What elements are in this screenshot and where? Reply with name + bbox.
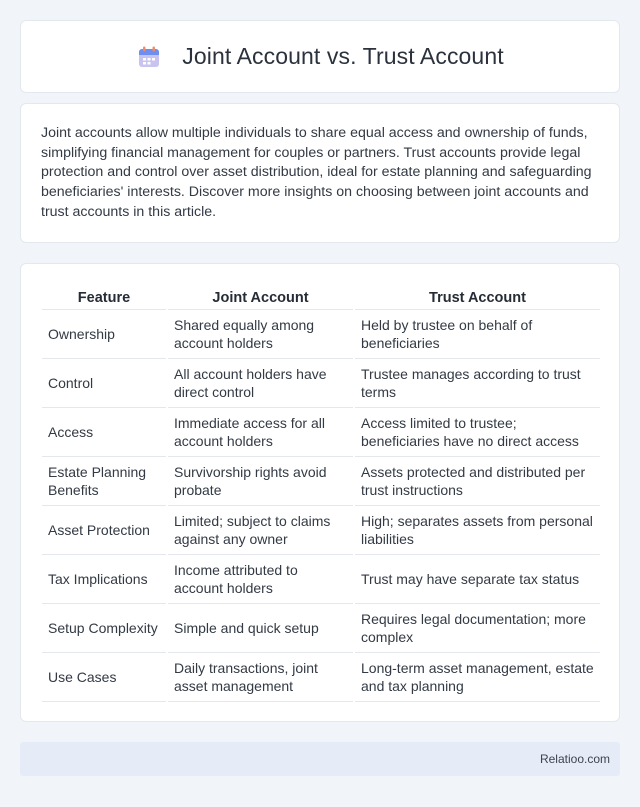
row-trust: Requires legal documentation; more complex xyxy=(354,603,600,652)
table-row xyxy=(42,309,600,358)
page-title: Joint Account vs. Trust Account xyxy=(182,43,504,69)
row-trust: High; separates assets from personal liabilities xyxy=(354,505,600,554)
row-feature: Estate Planning Benefits xyxy=(42,456,167,505)
table-row xyxy=(42,456,600,505)
table-row xyxy=(42,652,600,701)
row-feature: Asset Protection xyxy=(42,505,167,554)
row-trust: Trust may have separate tax status xyxy=(354,554,600,603)
row-feature: Access xyxy=(42,407,167,456)
comparison-table xyxy=(42,284,600,702)
row-feature: Setup Complexity xyxy=(42,603,167,652)
header-feature: Feature xyxy=(42,284,167,309)
table-header-row xyxy=(42,284,600,309)
header-trust-account: Trust Account xyxy=(354,284,600,309)
row-feature: Tax Implications xyxy=(42,554,167,603)
row-joint: Immediate access for all account holders xyxy=(167,407,354,456)
calendar-icon xyxy=(136,44,162,70)
row-feature: Use Cases xyxy=(42,652,167,701)
intro-card xyxy=(20,103,620,243)
table-row xyxy=(42,603,600,652)
row-trust: Trustee manages according to trust terms xyxy=(354,358,600,407)
table-row xyxy=(42,358,600,407)
row-joint: Shared equally among account holders xyxy=(167,309,354,358)
table-row xyxy=(42,505,600,554)
row-joint: All account holders have direct control xyxy=(167,358,354,407)
title-card xyxy=(20,20,620,93)
row-trust: Long-term asset management, estate and tax planning xyxy=(354,652,600,701)
row-feature: Ownership xyxy=(42,309,167,358)
intro-text: Joint accounts allow multiple individuals to share equal access and ownership of funds, simplifying financial management for couples or partners. Trust accounts provide legal protection and control over asset distribution, ideal for estate planning and safeguarding beneficiaries' interests. Discover more insights on choosing between joint accounts and trust accounts in this article. xyxy=(41,125,592,220)
footer xyxy=(20,742,620,776)
row-joint: Simple and quick setup xyxy=(167,603,354,652)
table-row xyxy=(42,554,600,603)
table-row xyxy=(42,407,600,456)
row-joint: Daily transactions, joint asset management xyxy=(167,652,354,701)
row-joint: Income attributed to account holders xyxy=(167,554,354,603)
row-feature: Control xyxy=(42,358,167,407)
row-joint: Survivorship rights avoid probate xyxy=(167,456,354,505)
comparison-card xyxy=(20,263,620,722)
row-trust: Assets protected and distributed per trust instructions xyxy=(354,456,600,505)
row-trust: Held by trustee on behalf of beneficiaries xyxy=(354,309,600,358)
row-joint: Limited; subject to claims against any owner xyxy=(167,505,354,554)
footer-brand: Relatioo.com xyxy=(539,752,610,766)
header-joint-account: Joint Account xyxy=(167,284,354,309)
row-trust: Access limited to trustee; beneficiaries have no direct access xyxy=(354,407,600,456)
